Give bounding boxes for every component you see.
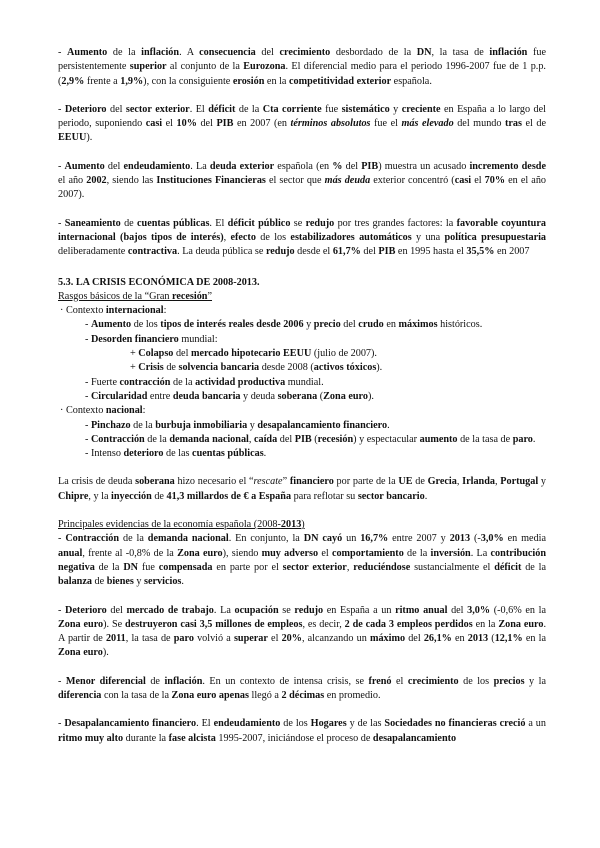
sub-list-item: + Crisis de solvencia bancaria desde 2008 (activos tóxicos). <box>130 362 383 374</box>
list-item: - Contracción de la demanda nacional, caída del PIB (recesión) y espectacular aumento de la tasa de paro. <box>85 433 536 445</box>
paragraph-inflacion: - Aumento de la inflación. A consecuencia del crecimiento desbordado de la DN, la tasa de inflación fue persistentemente superior al conjunto de la Eurozona. El diferencial medio para el periodo 1996-2007 fue de 1 p.p. (2,9% frente a 1,9%), con la consiguiente erosión en la competitividad exterior española. <box>58 47 546 87</box>
context-internacional: · Contexto internacional: <box>60 305 167 317</box>
sub-list-item: + Colapso del mercado hipotecario EEUU (julio de 2007). <box>130 348 377 360</box>
list-item: - Desorden financiero mundial: <box>85 333 218 345</box>
list-item: - Intenso deterioro de las cuentas públicas. <box>85 448 267 460</box>
paragraph-desapalancamiento: - Desapalancamiento financiero. El endeudamiento de los Hogares y de las Sociedades no financieras creció a un ritmo muy alto durante la fase alcista 1995-2007, iniciándose el proceso de desapalancamiento <box>58 718 546 744</box>
paragraph-demanda-nacional: - Contracción de la demanda nacional. En conjunto, la DN cayó un 16,7% entre 2007 y 2013 (-3,0% en media anual, frente al -0,8% de la Zona euro), siendo muy adverso el comportamiento de la inversión. La contribución negativa de la DN fue compensada en parte por el sector exterior, reduciéndose sustancialmente el déficit de la balanza de bienes y servicios. <box>58 533 547 588</box>
subheading-rasgos: Rasgos básicos de la “Gran recesión” <box>58 290 213 302</box>
paragraph-inflacion-diferencial: - Menor diferencial de inflación. En un contexto de intensa crisis, se frenó el crecimiento de los precios y la diferencia con la tasa de la Zona euro apenas llegó a 2 décimas en promedio. <box>58 675 546 701</box>
list-item: - Circularidad entre deuda bancaria y deuda soberana (Zona euro). <box>85 390 374 402</box>
subheading-evidencias: Principales evidencias de la economía española (2008-2013) <box>58 519 305 531</box>
list-item: - Pinchazo de la burbuja inmobiliaria y desapalancamiento financiero. <box>85 419 390 431</box>
paragraph-endeudamiento: - Aumento del endeudamiento. La deuda exterior española (en % del PIB) muestra un acusado incremento desde el año 2002, siendo las Instituciones Financieras el sector que más deuda exterior concentró (casi el 70% en el año 2007). <box>58 160 546 201</box>
paragraph-rescate: La crisis de deuda soberana hizo necesario el “rescate” financiero por parte de la UE de Grecia, Irlanda, Portugal y Chipre, y la inyección de 41,3 millardos de € a España para reflotar su sector bancario. <box>58 476 546 502</box>
paragraph-mercado-trabajo: - Deterioro del mercado de trabajo. La ocupación se redujo en España a un ritmo anual del 3,0% (-0,6% en la Zona euro). Se destruyeron casi 3,5 millones de empleos, es decir, 2 de cada 3 empleos perdidos en la Zona euro. A partir de 2011, la tasa de paro volvió a superar el 20%, alcanzando un máximo del 26,1% en 2013 (12,1% en la Zona euro). <box>58 604 546 659</box>
section-heading: 5.3. LA CRISIS ECONÓMICA DE 2008-2013. <box>58 276 260 288</box>
paragraph-sector-exterior: - Deterioro del sector exterior. El déficit de la Cta corriente fue sistemático y creciente en España a lo largo del periodo, suponiendo casi el 10% del PIB en 2007 (en términos absolutos fue el más elevado del mundo tras el de EEUU). <box>58 103 547 144</box>
list-item: - Fuerte contracción de la actividad productiva mundial. <box>85 376 324 388</box>
paragraph-cuentas-publicas: - Saneamiento de cuentas públicas. El déficit público se redujo por tres grandes factores: la favorable coyuntura internacional (bajos tipos de interés), efecto de los estabilizadores automáticos y una política presupuestaria deliberadamente contractiva. La deuda pública se redujo desde el 61,7% del PIB en 1995 hasta el 35,5% en 2007 <box>58 217 547 258</box>
list-item: - Aumento de los tipos de interés reales desde 2006 y precio del crudo en máximos históricos. <box>85 319 483 331</box>
context-nacional: · Contexto nacional: <box>60 405 146 417</box>
document-page <box>58 46 546 746</box>
